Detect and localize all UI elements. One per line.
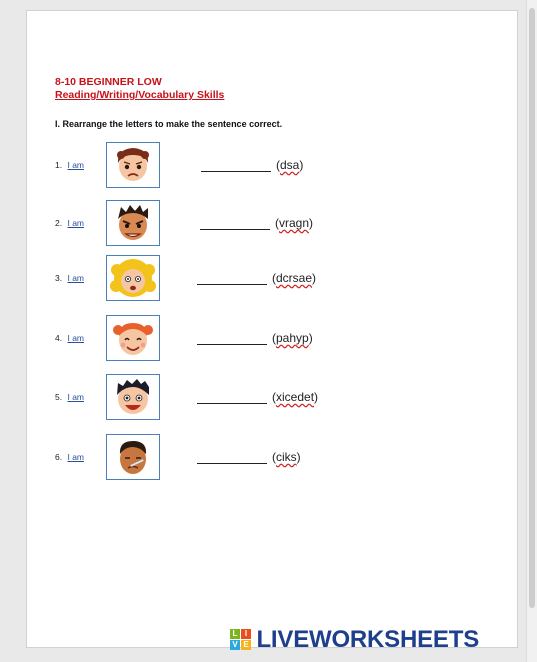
scrambled-word: (vragn) [275, 216, 314, 230]
happy-face-image [106, 315, 160, 361]
answer-blank[interactable] [200, 229, 270, 230]
instruction-text: I. Rearrange the letters to make the sentence correct. [55, 119, 283, 129]
scared-face-image [106, 255, 160, 301]
item-number: 1. I am [55, 160, 84, 170]
answer-blank[interactable] [197, 284, 267, 285]
exercise-row-3 [55, 255, 355, 303]
item-number: 6. I am [55, 452, 84, 462]
scrambled-word: (dsa) [276, 158, 304, 172]
liveworksheets-logo [230, 626, 479, 652]
answer-blank[interactable] [197, 344, 267, 345]
i-am-link[interactable]: I am [67, 273, 84, 283]
item-number: 4. I am [55, 333, 84, 343]
angry-face-image [106, 200, 160, 246]
i-am-link[interactable]: I am [67, 392, 84, 402]
item-number: 3. I am [55, 273, 84, 283]
worksheet-level-title: 8-10 BEGINNER LOW [55, 76, 162, 88]
scrollbar-thumb[interactable] [529, 8, 535, 608]
i-am-link[interactable]: I am [67, 218, 84, 228]
i-am-link[interactable]: I am [67, 333, 84, 343]
item-number: 2. I am [55, 218, 84, 228]
sad-face-image [106, 142, 160, 188]
logo-grid-icon: L I V E [230, 629, 252, 651]
exercise-row-5 [55, 374, 355, 422]
exercise-row-1 [55, 142, 355, 190]
document-page [26, 10, 518, 648]
exercise-row-4 [55, 315, 355, 363]
scrambled-word: (xicedet) [272, 390, 319, 404]
i-am-link[interactable]: I am [67, 452, 84, 462]
i-am-link[interactable]: I am [67, 160, 84, 170]
vertical-scrollbar[interactable] [526, 0, 537, 662]
item-number: 5. I am [55, 392, 84, 402]
answer-blank[interactable] [197, 403, 267, 404]
sick-face-image [106, 434, 160, 480]
scrambled-word: (dcrsae) [272, 271, 317, 285]
worksheet-skills-title: Reading/Writing/Vocabulary Skills [55, 89, 225, 101]
scrambled-word: (ciks) [272, 450, 301, 464]
exercise-row-6 [55, 434, 355, 482]
answer-blank[interactable] [201, 171, 271, 172]
excited-face-image [106, 374, 160, 420]
scrambled-word: (pahyp) [272, 331, 313, 345]
exercise-row-2 [55, 200, 355, 248]
answer-blank[interactable] [197, 463, 267, 464]
logo-text: LIVEWORKSHEETS [256, 626, 480, 653]
